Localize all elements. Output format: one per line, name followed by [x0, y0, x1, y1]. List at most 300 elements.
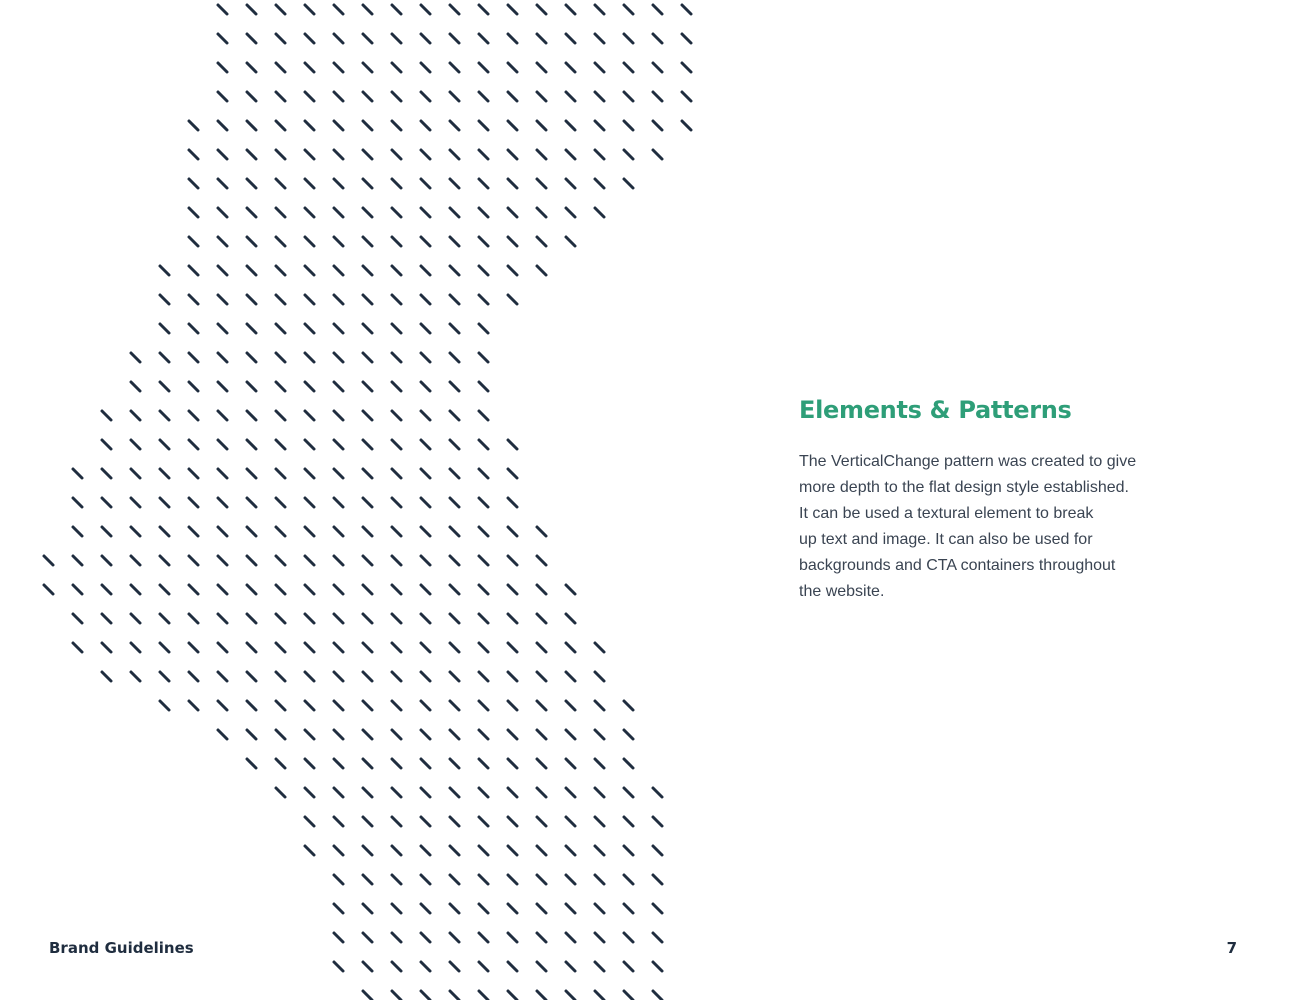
pattern-dash — [276, 759, 285, 768]
pattern-dash — [392, 353, 401, 362]
pattern-dash — [218, 498, 227, 507]
pattern-dash — [450, 962, 459, 971]
pattern-dash — [479, 34, 488, 43]
pattern-dash — [566, 846, 575, 855]
pattern-dash — [102, 411, 111, 420]
pattern-dash — [334, 411, 343, 420]
pattern-dash — [392, 759, 401, 768]
pattern-dash — [276, 411, 285, 420]
pattern-dash — [508, 585, 517, 594]
pattern-dash — [479, 266, 488, 275]
pattern-dash — [160, 701, 169, 710]
pattern-dash — [682, 63, 691, 72]
pattern-dash — [479, 5, 488, 14]
pattern-dash — [566, 237, 575, 246]
pattern-dash — [421, 150, 430, 159]
pattern-dash — [595, 150, 604, 159]
pattern-dash — [276, 266, 285, 275]
pattern-dash — [189, 440, 198, 449]
pattern-dash — [624, 846, 633, 855]
pattern-dash — [479, 846, 488, 855]
pattern-dash — [566, 962, 575, 971]
pattern-dash — [421, 92, 430, 101]
pattern-dash — [508, 962, 517, 971]
pattern-dash — [508, 440, 517, 449]
pattern-dash — [479, 382, 488, 391]
pattern-dash — [537, 237, 546, 246]
pattern-dash — [421, 208, 430, 217]
pattern-dash — [450, 846, 459, 855]
pattern-dash — [508, 498, 517, 507]
pattern-dash — [624, 34, 633, 43]
pattern-dash — [450, 701, 459, 710]
pattern-dash — [421, 904, 430, 913]
pattern-dash — [305, 324, 314, 333]
pattern-dash — [537, 788, 546, 797]
footer-brand-guidelines: Brand Guidelines — [49, 939, 194, 957]
pattern-dash — [363, 614, 372, 623]
pattern-dash — [392, 991, 401, 1000]
pattern-dash — [218, 730, 227, 739]
pattern-dash — [450, 672, 459, 681]
pattern-dash — [566, 701, 575, 710]
pattern-dash — [421, 672, 430, 681]
pattern-dash — [479, 498, 488, 507]
pattern-dash — [305, 585, 314, 594]
pattern-dash — [595, 991, 604, 1000]
pattern-dash — [653, 92, 662, 101]
pattern-dash — [508, 527, 517, 536]
pattern-dash — [363, 498, 372, 507]
pattern-dash — [189, 237, 198, 246]
pattern-dash — [595, 701, 604, 710]
pattern-dash — [392, 817, 401, 826]
pattern-dash — [479, 701, 488, 710]
pattern-dash — [363, 411, 372, 420]
pattern-dash — [276, 63, 285, 72]
pattern-dash — [392, 585, 401, 594]
pattern-dash — [334, 643, 343, 652]
pattern-dash — [305, 150, 314, 159]
pattern-dash — [363, 324, 372, 333]
pattern-dash — [392, 962, 401, 971]
pattern-dash — [160, 324, 169, 333]
pattern-dash — [334, 788, 343, 797]
pattern-dash — [392, 933, 401, 942]
pattern-dash — [305, 295, 314, 304]
pattern-dash — [508, 701, 517, 710]
pattern-dash — [479, 730, 488, 739]
pattern-dash — [218, 5, 227, 14]
pattern-dash — [247, 527, 256, 536]
pattern-dash — [189, 382, 198, 391]
pattern-dash — [218, 295, 227, 304]
pattern-dash — [450, 411, 459, 420]
pattern-dash — [595, 730, 604, 739]
pattern-dash — [508, 933, 517, 942]
pattern-dash — [537, 150, 546, 159]
pattern-dash — [131, 585, 140, 594]
pattern-dash — [73, 498, 82, 507]
pattern-dash — [305, 846, 314, 855]
pattern-dash — [363, 208, 372, 217]
pattern-dash — [305, 121, 314, 130]
pattern-dash — [450, 121, 459, 130]
pattern-dash — [247, 701, 256, 710]
pattern-dash — [218, 237, 227, 246]
pattern-dash — [305, 179, 314, 188]
body-line: The VerticalChange pattern was created to give — [799, 453, 1137, 470]
pattern-dash — [653, 121, 662, 130]
pattern-dash — [276, 585, 285, 594]
pattern-dash — [247, 34, 256, 43]
pattern-dash — [392, 527, 401, 536]
pattern-dash — [479, 759, 488, 768]
pattern-dash — [392, 324, 401, 333]
pattern-dash — [276, 92, 285, 101]
pattern-dash — [363, 63, 372, 72]
pattern-dash — [421, 469, 430, 478]
pattern-dash — [595, 34, 604, 43]
pattern-dash — [276, 527, 285, 536]
pattern-dash — [450, 63, 459, 72]
pattern-dash — [247, 382, 256, 391]
pattern-dash — [566, 817, 575, 826]
pattern-dash — [305, 469, 314, 478]
pattern-dash — [73, 614, 82, 623]
pattern-dash — [450, 208, 459, 217]
pattern-dash — [624, 933, 633, 942]
pattern-dash — [334, 63, 343, 72]
pattern-dash — [421, 556, 430, 565]
pattern-dash — [363, 527, 372, 536]
pattern-dash — [595, 672, 604, 681]
pattern-dash — [421, 440, 430, 449]
pattern-dash — [479, 63, 488, 72]
pattern-dash — [421, 817, 430, 826]
pattern-dash — [653, 875, 662, 884]
pattern-dash — [131, 353, 140, 362]
pattern-dash — [421, 382, 430, 391]
pattern-dash — [276, 353, 285, 362]
pattern-dash — [131, 556, 140, 565]
pattern-dash — [450, 353, 459, 362]
pattern-dash — [624, 875, 633, 884]
pattern-dash — [595, 63, 604, 72]
pattern-dash — [653, 991, 662, 1000]
pattern-dash — [363, 672, 372, 681]
pattern-dash — [479, 556, 488, 565]
pattern-dash — [189, 411, 198, 420]
pattern-dash — [44, 585, 53, 594]
pattern-dash — [218, 556, 227, 565]
pattern-dash — [479, 817, 488, 826]
pattern-dash — [566, 643, 575, 652]
pattern-dash — [305, 527, 314, 536]
pattern-dash — [682, 121, 691, 130]
pattern-dash — [682, 5, 691, 14]
pattern-dash — [102, 672, 111, 681]
pattern-dash — [392, 556, 401, 565]
pattern-dash — [305, 208, 314, 217]
pattern-dash — [624, 150, 633, 159]
pattern-dash — [334, 556, 343, 565]
pattern-dash — [247, 556, 256, 565]
pattern-dash — [566, 179, 575, 188]
pattern-dash — [363, 92, 372, 101]
pattern-dash — [450, 933, 459, 942]
pattern-dash — [508, 92, 517, 101]
pattern-dash — [276, 556, 285, 565]
pattern-dash — [537, 991, 546, 1000]
pattern-dash — [218, 411, 227, 420]
pattern-dash — [392, 614, 401, 623]
pattern-dash — [247, 92, 256, 101]
pattern-dash — [160, 614, 169, 623]
pattern-dash — [421, 34, 430, 43]
pattern-dash — [363, 237, 372, 246]
pattern-dash — [479, 469, 488, 478]
pattern-dash — [363, 266, 372, 275]
pattern-dash — [44, 556, 53, 565]
pattern-dash — [247, 585, 256, 594]
pattern-dash — [566, 121, 575, 130]
pattern-dash — [334, 5, 343, 14]
pattern-dash — [595, 933, 604, 942]
pattern-dash — [421, 962, 430, 971]
pattern-dash — [218, 469, 227, 478]
pattern-dash — [537, 34, 546, 43]
pattern-dash — [305, 759, 314, 768]
pattern-dash — [392, 382, 401, 391]
pattern-dash — [537, 527, 546, 536]
pattern-dash — [334, 440, 343, 449]
pattern-dash — [131, 498, 140, 507]
pattern-dash — [450, 382, 459, 391]
pattern-dash — [508, 904, 517, 913]
pattern-dash — [392, 498, 401, 507]
pattern-dash — [305, 92, 314, 101]
pattern-dash — [566, 92, 575, 101]
pattern-dash — [218, 643, 227, 652]
pattern-dash — [392, 121, 401, 130]
pattern-dash — [508, 614, 517, 623]
pattern-dash — [276, 382, 285, 391]
pattern-dash — [479, 440, 488, 449]
pattern-dash — [450, 730, 459, 739]
pattern-dash — [73, 469, 82, 478]
pattern-dash — [305, 817, 314, 826]
pattern-dash — [421, 411, 430, 420]
pattern-dash — [508, 469, 517, 478]
pattern-dash — [392, 295, 401, 304]
pattern-dash — [131, 469, 140, 478]
pattern-dash — [189, 353, 198, 362]
pattern-dash — [508, 817, 517, 826]
pattern-dash — [218, 672, 227, 681]
pattern-dash — [102, 643, 111, 652]
pattern-dash — [276, 179, 285, 188]
pattern-dash — [653, 904, 662, 913]
pattern-dash — [595, 759, 604, 768]
pattern-dash — [421, 324, 430, 333]
pattern-dash — [218, 92, 227, 101]
pattern-dash — [247, 63, 256, 72]
pattern-dash — [160, 440, 169, 449]
pattern-dash — [566, 904, 575, 913]
pattern-dash — [508, 846, 517, 855]
pattern-dash — [276, 208, 285, 217]
pattern-dash — [218, 701, 227, 710]
pattern-dash — [566, 150, 575, 159]
pattern-dash — [276, 324, 285, 333]
pattern-dash — [189, 498, 198, 507]
pattern-dash — [392, 672, 401, 681]
pattern-dash — [305, 730, 314, 739]
pattern-dash — [247, 672, 256, 681]
pattern-dash — [421, 933, 430, 942]
pattern-dash — [421, 991, 430, 1000]
pattern-dash — [189, 121, 198, 130]
pattern-dash — [218, 527, 227, 536]
pattern-dash — [566, 788, 575, 797]
pattern-dash — [421, 5, 430, 14]
pattern-dash — [160, 498, 169, 507]
pattern-dash — [653, 5, 662, 14]
pattern-dash — [363, 730, 372, 739]
pattern-dash — [102, 614, 111, 623]
pattern-dash — [421, 63, 430, 72]
pattern-dash — [334, 585, 343, 594]
pattern-dash — [131, 643, 140, 652]
pattern-dash — [334, 237, 343, 246]
pattern-dash — [450, 440, 459, 449]
pattern-dash — [334, 353, 343, 362]
section-title: Elements & Patterns — [799, 396, 1072, 424]
pattern-dash — [218, 150, 227, 159]
pattern-dash — [421, 614, 430, 623]
pattern-dash — [218, 614, 227, 623]
pattern-dash — [131, 614, 140, 623]
pattern-dash — [566, 875, 575, 884]
pattern-dash — [160, 643, 169, 652]
pattern-dash — [160, 295, 169, 304]
pattern-dash — [363, 846, 372, 855]
pattern-dash — [450, 527, 459, 536]
pattern-dash — [102, 585, 111, 594]
pattern-dash — [363, 585, 372, 594]
pattern-dash — [421, 527, 430, 536]
pattern-dash — [160, 382, 169, 391]
pattern-dash — [392, 788, 401, 797]
pattern-dash — [334, 614, 343, 623]
pattern-dash — [682, 92, 691, 101]
pattern-dash — [276, 5, 285, 14]
pattern-dash — [508, 991, 517, 1000]
pattern-dash — [305, 643, 314, 652]
pattern-dash — [508, 788, 517, 797]
pattern-dash — [624, 121, 633, 130]
pattern-dash — [334, 469, 343, 478]
pattern-dash — [479, 92, 488, 101]
pattern-dash — [421, 353, 430, 362]
pattern-dash — [421, 846, 430, 855]
pattern-dash — [131, 527, 140, 536]
pattern-dash — [334, 817, 343, 826]
pattern-dash — [363, 759, 372, 768]
pattern-dash — [392, 469, 401, 478]
pattern-dash — [131, 411, 140, 420]
pattern-dash — [421, 701, 430, 710]
pattern-dash — [624, 179, 633, 188]
pattern-dash — [392, 34, 401, 43]
pattern-dash — [421, 643, 430, 652]
pattern-dash — [363, 904, 372, 913]
pattern-dash — [595, 208, 604, 217]
pattern-dash — [508, 672, 517, 681]
pattern-dash — [189, 643, 198, 652]
pattern-dash — [450, 817, 459, 826]
pattern-dash — [218, 324, 227, 333]
pattern-dash — [247, 5, 256, 14]
pattern-dash — [363, 556, 372, 565]
pattern-dash — [334, 875, 343, 884]
pattern-dash — [450, 556, 459, 565]
pattern-dash — [102, 440, 111, 449]
pattern-dash — [276, 498, 285, 507]
pattern-dash — [653, 817, 662, 826]
pattern-dash — [479, 991, 488, 1000]
pattern-dash — [334, 904, 343, 913]
pattern-dash — [73, 527, 82, 536]
pattern-dash — [276, 121, 285, 130]
pattern-dash — [450, 991, 459, 1000]
pattern-dash — [392, 179, 401, 188]
pattern-dash — [305, 353, 314, 362]
pattern-dash — [305, 788, 314, 797]
pattern-dash — [624, 5, 633, 14]
pattern-dash — [247, 759, 256, 768]
pattern-dash — [363, 353, 372, 362]
pattern-dash — [508, 150, 517, 159]
pattern-dash — [421, 788, 430, 797]
pattern-dash — [189, 585, 198, 594]
pattern-dash — [392, 730, 401, 739]
pattern-dash — [508, 34, 517, 43]
pattern-dash — [247, 295, 256, 304]
pattern-dash — [102, 556, 111, 565]
pattern-dash — [363, 382, 372, 391]
pattern-dash — [595, 121, 604, 130]
pattern-dash — [508, 237, 517, 246]
pattern-dash — [160, 585, 169, 594]
pattern-dash — [392, 440, 401, 449]
pattern-dash — [218, 34, 227, 43]
pattern-dash — [566, 672, 575, 681]
pattern-dash — [479, 353, 488, 362]
pattern-dash — [450, 759, 459, 768]
pattern-dash — [363, 469, 372, 478]
pattern-dash — [102, 527, 111, 536]
pattern-dash — [189, 614, 198, 623]
pattern-dash — [479, 121, 488, 130]
pattern-dash — [73, 585, 82, 594]
pattern-dash — [73, 556, 82, 565]
pattern-dash — [334, 672, 343, 681]
pattern-dash — [392, 5, 401, 14]
pattern-dash — [189, 150, 198, 159]
pattern-dash — [363, 179, 372, 188]
